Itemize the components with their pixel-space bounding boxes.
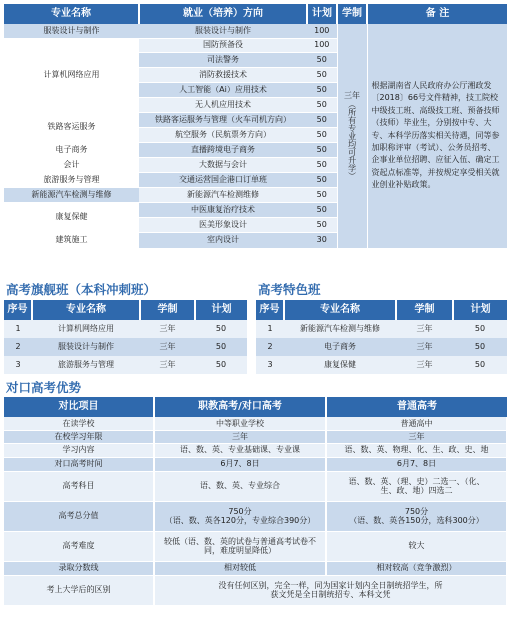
xuezhi-main: 三年 <box>344 91 360 101</box>
compare-general: 普通高中 <box>326 417 507 430</box>
special-header-major: 专业名称 <box>284 300 396 320</box>
flagship-header-plan: 计划 <box>211 304 232 316</box>
direction-cell: 直播跨境电子商务 <box>139 142 307 157</box>
row-major: 电子商务 <box>324 342 356 352</box>
compare-general: 语、数、英、（理、史）二选一、（化、生、政、地）四选二 <box>326 471 507 501</box>
plan-cell: 50 <box>307 202 337 217</box>
major-cell: 会计 <box>4 157 139 172</box>
major-cell: 电子商务 <box>4 142 139 157</box>
row-plan: 50 <box>215 342 227 352</box>
row-major: 旅游服务与管理 <box>58 360 114 370</box>
plan-cell: 50 <box>307 97 337 112</box>
compare-item: 考上大学后的区别 <box>4 575 154 605</box>
compare-vocational: 较低（语、数、英的试卷与普通高考试卷不同，难度明显降低） <box>154 531 326 561</box>
major-cell: 旅游服务与管理 <box>4 172 139 187</box>
xuezhi-cell <box>337 24 367 248</box>
advantage-title: 对口高考优势 <box>6 380 82 395</box>
major-cell: 铁路客运服务 <box>4 112 139 142</box>
table-row <box>4 575 507 605</box>
row-xuezhi: 三年 <box>416 360 433 370</box>
direction-cell: 新能源汽车检测维修 <box>139 187 307 202</box>
plan-cell: 100 <box>307 38 337 52</box>
major-cell: 服装设计与制作 <box>4 24 139 38</box>
compare-vocational: 中等职业学校 <box>154 417 326 430</box>
table-row <box>256 320 507 338</box>
compare-general: 三年 <box>326 430 507 443</box>
table-row <box>4 417 507 430</box>
row-xuezhi: 三年 <box>416 324 433 334</box>
compare-item: 在读学校 <box>4 417 154 430</box>
table-row <box>256 338 507 356</box>
table-row <box>4 430 507 443</box>
row-no: 1 <box>15 324 21 334</box>
plan-cell: 50 <box>307 52 337 67</box>
direction-cell: 中医康复治疗技术 <box>139 202 307 217</box>
compare-vocational: 语、数、英、专业基础课、专业课 <box>154 443 326 457</box>
special-header-no: 序号 <box>256 300 284 320</box>
plan-cell: 50 <box>307 127 337 142</box>
program-table <box>4 4 507 249</box>
plan-cell: 50 <box>307 157 337 172</box>
compare-general: 相对较高（竞争激烈） <box>326 561 507 575</box>
table-row <box>4 531 507 561</box>
table-row <box>4 443 507 457</box>
special-table <box>256 300 507 374</box>
program-table-header <box>4 4 507 24</box>
direction-cell: 大数据与会计 <box>139 157 307 172</box>
major-cell: 建筑施工 <box>4 232 139 248</box>
compare-general: 较大 <box>326 531 507 561</box>
plan-cell: 30 <box>307 232 337 248</box>
direction-cell: 无人机应用技术 <box>139 97 307 112</box>
header-xuezhi: 学制 <box>337 4 367 24</box>
row-no: 3 <box>267 360 273 370</box>
plan-cell: 50 <box>307 82 337 97</box>
advantage-header-general: 普通高考 <box>397 401 437 413</box>
xuezhi-sub: （所有专业均可升学） <box>347 100 357 181</box>
compare-vocational: 语、数、英、专业综合 <box>154 471 326 501</box>
plan-cell: 100 <box>307 24 337 38</box>
direction-cell: 人工智能（Ai）应用技术 <box>139 82 307 97</box>
compare-item: 高考科目 <box>4 471 154 501</box>
remark-text: 根据湖南省人民政府办公厅湘政发〔2018〕66号文件精神，技工院校中级技工班、高级技工班、预备技师（技师）毕业生，分别按中专、大专、本科学历落实相关待遇，同等参加职称评审（考试）、公务员招考、企事业单位招聘、应征入伍、确定工资起点标准等，并按规定享受相关就业创业补贴政策。 <box>371 80 500 190</box>
row-xuezhi: 三年 <box>159 360 176 370</box>
major-cell: 康复保健 <box>4 202 139 232</box>
plan-cell: 50 <box>307 172 337 187</box>
advantage-header-vocational: 职教高考/对口高考 <box>154 397 326 417</box>
compare-vocational: 6月7、8日 <box>154 457 326 471</box>
direction-cell: 消防救援技术 <box>139 67 307 82</box>
row-plan: 50 <box>215 360 227 370</box>
direction-cell: 司法警务 <box>139 52 307 67</box>
compare-item: 在校学习年限 <box>4 430 154 443</box>
direction-cell: 交通运营国企港口订单班 <box>139 172 307 187</box>
plan-cell: 50 <box>307 217 337 232</box>
compare-item: 高考难度 <box>4 531 154 561</box>
direction-cell: 室内设计 <box>139 232 307 248</box>
header-major: 专业名称 <box>4 4 139 24</box>
direction-cell: 服装设计与制作 <box>139 24 307 38</box>
special-header-xuezhi: 学制 <box>396 300 453 320</box>
plan-cell: 50 <box>307 142 337 157</box>
compare-item: 学习内容 <box>4 443 154 457</box>
table-row <box>4 501 507 531</box>
table-row <box>4 356 247 374</box>
table-row <box>4 471 507 501</box>
compare-vocational: 750分 （语、数、英各120分，专业综合390分） <box>154 501 326 531</box>
compare-item: 对口高考时间 <box>4 457 154 471</box>
compare-vocational: 三年 <box>154 430 326 443</box>
row-major: 计算机网络应用 <box>58 324 114 334</box>
row-plan: 50 <box>474 360 486 370</box>
row-no: 2 <box>15 342 21 352</box>
row-major: 新能源汽车检测与维修 <box>300 324 380 334</box>
special-header-plan: 计划 <box>470 304 491 316</box>
compare-general: 750分 （语、数、英各150分，选科300分） <box>326 501 507 531</box>
major-cell: 计算机网络应用 <box>4 38 139 112</box>
header-remark: 备 注 <box>425 8 450 20</box>
row-xuezhi: 三年 <box>416 342 433 352</box>
remark-cell <box>367 24 507 248</box>
plan-cell: 50 <box>307 67 337 82</box>
flagship-header-no: 序号 <box>4 300 32 320</box>
row-xuezhi: 三年 <box>159 342 176 352</box>
row-no: 2 <box>267 342 273 352</box>
table-row <box>4 320 247 338</box>
compare-item: 高考总分值 <box>4 501 154 531</box>
flagship-header-xuezhi: 学制 <box>140 300 195 320</box>
table-row <box>4 457 507 471</box>
major-cell: 新能源汽车检测与维修 <box>4 187 139 202</box>
flagship-title: 高考旗舰班（本科冲刺班） <box>6 282 157 297</box>
flagship-header-major: 专业名称 <box>32 300 140 320</box>
plan-cell: 50 <box>307 187 337 202</box>
compare-general: 6月7、8日 <box>326 457 507 471</box>
row-major: 康复保健 <box>324 360 356 370</box>
compare-general: 语、数、英、物理、化、生、政、史、地 <box>326 443 507 457</box>
direction-cell: 铁路客运服务与管理（火车司机方向） <box>139 112 307 127</box>
header-plan: 计划 <box>307 4 337 24</box>
row-major: 服装设计与制作 <box>58 342 114 352</box>
direction-cell: 国防预备役 <box>139 38 307 52</box>
row-no: 1 <box>267 324 273 334</box>
special-title: 高考特色班 <box>258 282 321 297</box>
direction-cell: 医美形象设计 <box>139 217 307 232</box>
row-no: 3 <box>15 360 21 370</box>
compare-item: 录取分数线 <box>4 561 154 575</box>
header-direction: 就业（培养）方向 <box>139 4 307 24</box>
flagship-table <box>4 300 247 374</box>
advantage-header-item: 对比项目 <box>4 397 154 417</box>
compare-vocational: 相对较低 <box>154 561 326 575</box>
compare-merged: 没有任何区别，完全一样，同为国家计划内全日制统招学生，所获文凭是全日制统招专、本科文凭 <box>154 575 507 605</box>
plan-cell: 50 <box>307 112 337 127</box>
row-xuezhi: 三年 <box>159 324 176 334</box>
row-plan: 50 <box>474 324 486 334</box>
row-plan: 50 <box>215 324 227 334</box>
table-row <box>256 356 507 374</box>
table-row <box>4 561 507 575</box>
direction-cell: 航空服务（民航票务方向） <box>139 127 307 142</box>
row-plan: 50 <box>474 342 486 352</box>
advantage-table <box>4 397 508 606</box>
table-row <box>4 338 247 356</box>
